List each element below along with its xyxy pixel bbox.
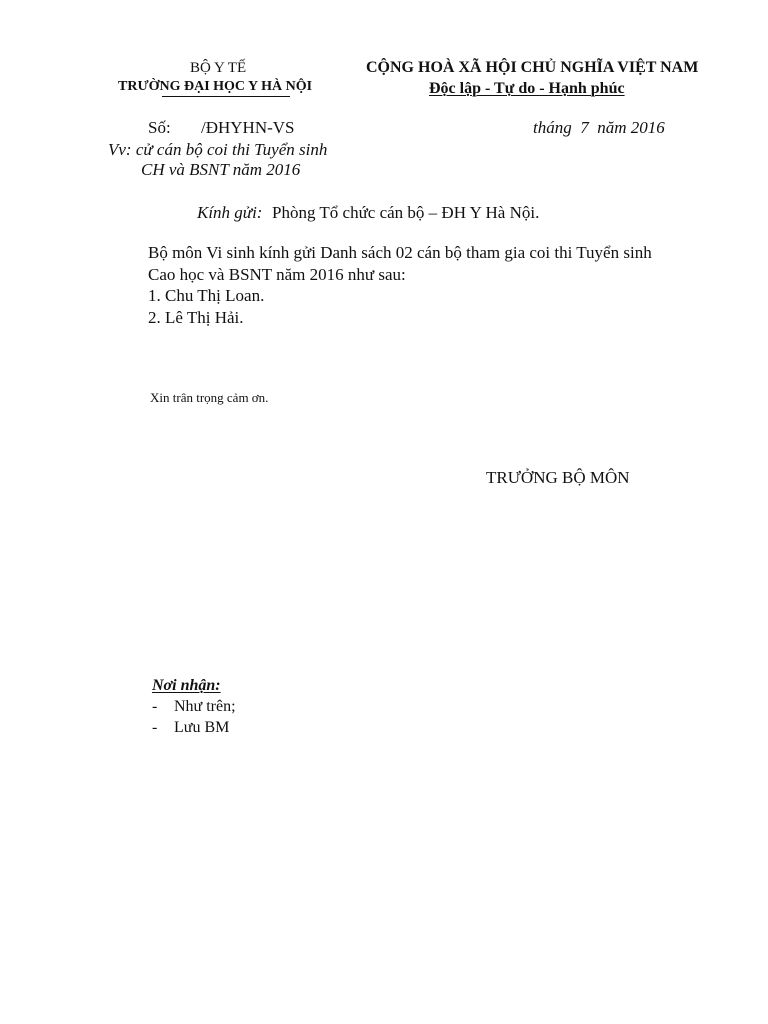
recipient-item: Lưu BM xyxy=(174,719,230,736)
university-underline xyxy=(162,96,290,97)
national-motto: Độc lập - Tự do - Hạnh phúc xyxy=(429,80,625,97)
addressee-recipient: Phòng Tổ chức cán bộ – ĐH Y Hà Nội. xyxy=(272,203,540,222)
body-line: Cao học và BSNT năm 2016 như sau: xyxy=(148,265,406,284)
document-number-label: Số: xyxy=(148,118,171,137)
recipient-bullet: - xyxy=(152,719,158,736)
addressee-label: Kính gửi: xyxy=(197,203,263,222)
ministry-name: BỘ Y TẾ xyxy=(190,60,247,76)
country-name: CỘNG HOÀ XÃ HỘI CHỦ NGHĨA VIỆT NAM xyxy=(366,59,699,76)
subject-line-2: CH và BSNT năm 2016 xyxy=(141,160,301,179)
recipients-heading: Nơi nhận: xyxy=(152,677,221,694)
document-number-code: /ĐHYHN-VS xyxy=(201,118,295,137)
staff-list-item: 1. Chu Thị Loan. xyxy=(148,286,265,305)
body-line: Bộ môn Vi sinh kính gửi Danh sách 02 cán bộ tham gia coi thi Tuyển sinh xyxy=(148,243,652,262)
closing-thanks: Xin trân trọng cảm ơn. xyxy=(150,390,269,405)
document-date: tháng 7 năm 2016 xyxy=(533,118,665,137)
recipient-item: Như trên; xyxy=(174,698,236,715)
recipient-bullet: - xyxy=(152,698,158,715)
signature-title: TRƯỞNG BỘ MÔN xyxy=(486,468,630,487)
university-name: TRƯỜNG ĐẠI HỌC Y HÀ NỘI xyxy=(118,79,313,94)
staff-list-item: 2. Lê Thị Hải. xyxy=(148,308,244,327)
subject-line-1: Vv: cử cán bộ coi thi Tuyển sinh xyxy=(108,140,328,159)
